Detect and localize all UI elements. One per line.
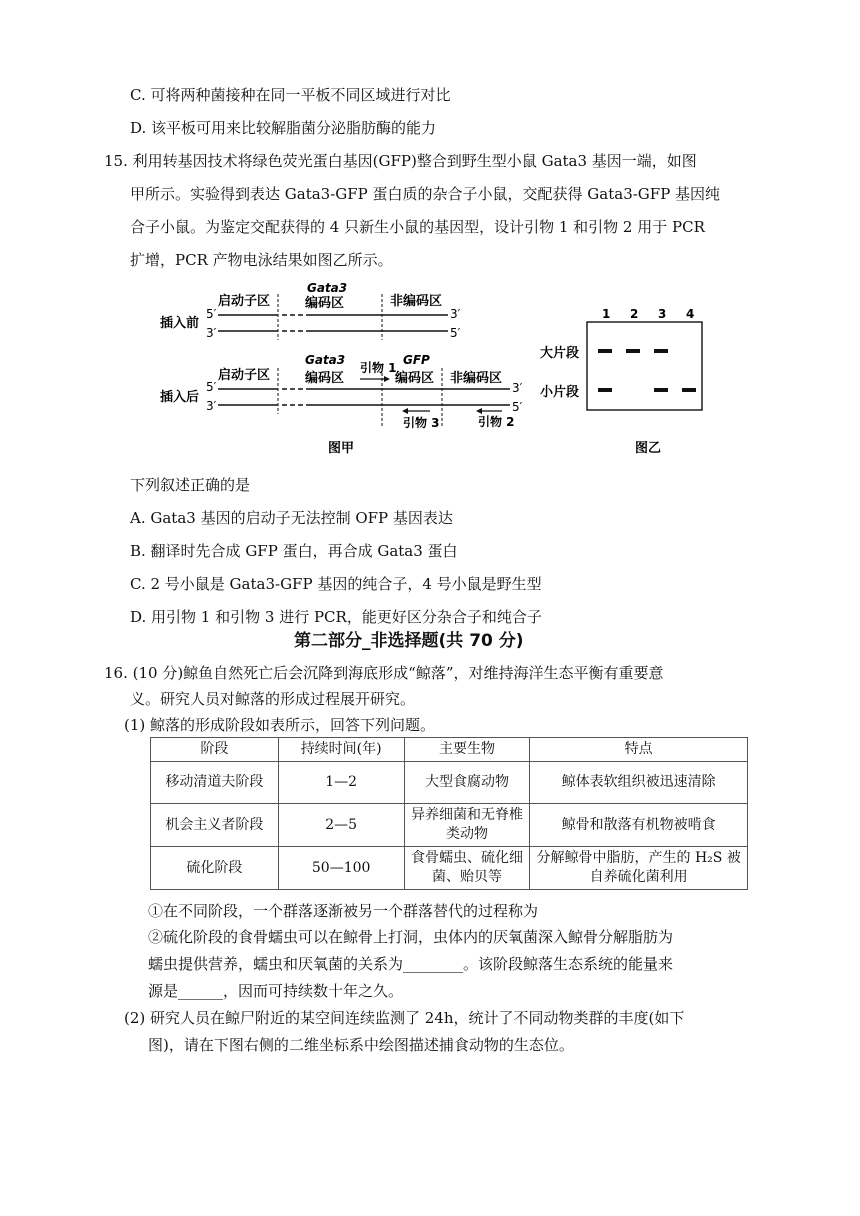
table-header-cell: 阶段 xyxy=(151,738,279,762)
table-cell: 鲸体表软组织被迅速清除 xyxy=(530,762,748,804)
gata3-label-before: Gata3 xyxy=(307,281,348,295)
primer1-label: 引物 1 xyxy=(360,361,397,375)
lane-number: 2 xyxy=(630,307,639,321)
gfp-coding-label: 编码区 xyxy=(395,371,435,386)
figure-b-caption: 图乙 xyxy=(635,441,662,456)
table-header-cell: 主要生物 xyxy=(404,738,530,762)
large-band xyxy=(598,349,612,353)
after-label: 插入后 xyxy=(160,390,200,405)
table-cell: 硫化阶段 xyxy=(151,847,279,890)
large-band xyxy=(626,349,640,353)
q16-item2-line3: 源是______，因而可持续数十年之久。 xyxy=(148,982,404,1000)
small-band xyxy=(598,388,612,392)
before-3p-left: 3′ xyxy=(206,326,217,340)
q16-line1: 16. (10 分)鲸鱼自然死亡后会沉降到海底形成“鲸落”，对维持海洋生态平衡有重要意 xyxy=(104,664,664,682)
whale-fall-table xyxy=(150,737,748,890)
q16-item1: ①在不同阶段，一个群落逐渐被另一个群落替代的过程称为 xyxy=(148,902,539,920)
q16-item2-line2: 蠕虫提供营养，蠕虫和厌氧菌的关系为________。该阶段鲸落生态系统的能量来 xyxy=(148,955,674,973)
option-d-prev: D. 该平板可用来比较解脂菌分泌脂肪酶的能力 xyxy=(130,119,437,137)
table-row xyxy=(151,804,748,847)
before-label: 插入前 xyxy=(160,316,200,331)
small-band xyxy=(654,388,668,392)
q16-sub2-line2: 图)，请在下图右侧的二维坐标系中绘图描述捕食动物的生态位。 xyxy=(148,1036,574,1054)
table-header-cell: 持续时间(年) xyxy=(278,738,404,762)
before-3p-right: 3′ xyxy=(450,307,461,321)
small-band xyxy=(682,388,696,392)
q16-line2: 义。研究人员对鲸落的形成过程展开研究。 xyxy=(130,690,416,708)
primer2-label: 引物 2 xyxy=(478,415,515,429)
after-5p-left: 5′ xyxy=(206,380,217,394)
promoter-label-after: 启动子区 xyxy=(218,368,271,383)
q15-line2: 甲所示。实验得到表达 Gata3-GFP 蛋白质的杂合子小鼠，交配获得 Gata3-GFP 基因纯 xyxy=(130,185,721,203)
noncoding-label-after: 非编码区 xyxy=(450,371,503,386)
after-3p-right: 3′ xyxy=(512,381,523,395)
table-row xyxy=(151,762,748,804)
option-c-prev: C. 可将两种菌接种在同一平板不同区域进行对比 xyxy=(130,86,451,104)
table-cell: 分解鲸骨中脂肪，产生的 H₂S 被自养硫化菌利用 xyxy=(530,847,748,890)
q15-option-a: A. Gata3 基因的启动子无法控制 OFP 基因表达 xyxy=(130,509,453,527)
coding-label-after: 编码区 xyxy=(305,371,345,386)
table-cell: 食骨蠕虫、硫化细菌、贻贝等 xyxy=(404,847,530,890)
table-cell: 1—2 xyxy=(278,762,404,804)
q16-sub1: (1) 鲸落的形成阶段如表所示，回答下列问题。 xyxy=(124,716,436,734)
lane-number: 3 xyxy=(658,307,667,321)
small-fragment-label: 小片段 xyxy=(540,385,580,400)
table-row xyxy=(151,847,748,890)
gfp-label: GFP xyxy=(403,353,430,367)
large-fragment-label: 大片段 xyxy=(540,346,580,361)
primer3-label: 引物 3 xyxy=(403,416,440,430)
table-cell: 大型食腐动物 xyxy=(404,762,530,804)
figure-b-gel xyxy=(535,300,710,460)
table-cell: 鲸骨和散落有机物被啃食 xyxy=(530,804,748,847)
q16-sub2-line1: (2) 研究人员在鲸尸附近的某空间连续监测了 24h，统计了不同动物类群的丰度(如下 xyxy=(124,1009,685,1027)
q15-option-c: C. 2 号小鼠是 Gata3-GFP 基因的纯合子，4 号小鼠是野生型 xyxy=(130,575,542,593)
q15-option-d: D. 用引物 1 和引物 3 进行 PCR，能更好区分杂合子和纯合子 xyxy=(130,608,542,626)
table-cell: 2—5 xyxy=(278,804,404,847)
q15-stem: 下列叙述正确的是 xyxy=(130,476,251,494)
table-header-cell: 特点 xyxy=(530,738,748,762)
table-cell: 异养细菌和无脊椎类动物 xyxy=(404,804,530,847)
q16-item2-line1: ②硫化阶段的食骨蠕虫可以在鲸骨上打洞，虫体内的厌氧菌深入鲸骨分解脂肪为 xyxy=(148,928,674,946)
figure-a xyxy=(150,278,535,460)
figure-a-caption: 图甲 xyxy=(328,441,355,456)
before-5p-right: 5′ xyxy=(450,326,461,340)
part2-heading: 第二部分_非选择题(共 70 分) xyxy=(294,631,524,651)
q15-line4: 扩增，PCR 产物电泳结果如图乙所示。 xyxy=(130,251,393,269)
q15-line1: 15. 利用转基因技术将绿色荧光蛋白基因(GFP)整合到野生型小鼠 Gata3 基因一端，如图 xyxy=(104,152,697,170)
q15-option-b: B. 翻译时先合成 GFP 蛋白，再合成 Gata3 蛋白 xyxy=(130,542,458,560)
after-5p-right: 5′ xyxy=(512,400,523,414)
lane-number: 1 xyxy=(602,307,611,321)
before-5p-left: 5′ xyxy=(206,307,217,321)
coding-label-before: 编码区 xyxy=(305,296,345,311)
table-cell: 机会主义者阶段 xyxy=(151,804,279,847)
promoter-label-before: 启动子区 xyxy=(218,294,271,309)
after-3p-left: 3′ xyxy=(206,399,217,413)
table-cell: 50—100 xyxy=(278,847,404,890)
gata3-label-after: Gata3 xyxy=(305,353,346,367)
lane-number: 4 xyxy=(686,307,695,321)
table-header-row xyxy=(151,738,748,762)
large-band xyxy=(654,349,668,353)
q15-line3: 合子小鼠。为鉴定交配获得的 4 只新生小鼠的基因型，设计引物 1 和引物 2 用于 PCR xyxy=(130,218,705,236)
table-cell: 移动清道夫阶段 xyxy=(151,762,279,804)
noncoding-label-before: 非编码区 xyxy=(390,294,443,309)
